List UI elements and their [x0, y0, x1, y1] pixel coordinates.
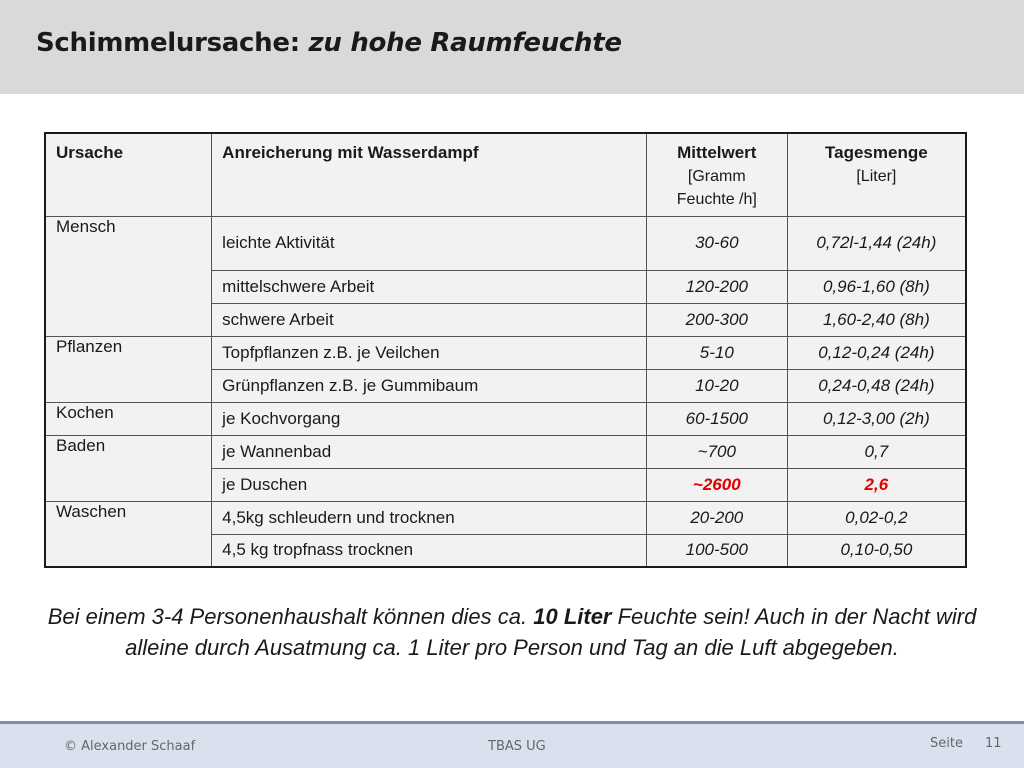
- daily-cell: 0,12-3,00 (2h): [787, 402, 966, 435]
- activity-cell: schwere Arbeit: [212, 303, 647, 336]
- footer-page-label: Seite: [930, 736, 963, 751]
- mean-cell: 20-200: [646, 501, 787, 534]
- daily-cell: 0,02-0,2: [787, 501, 966, 534]
- header-daily-label: Tagesmenge: [825, 143, 928, 162]
- mean-cell: 200-300: [646, 303, 787, 336]
- footer-org: TBAS UG: [488, 739, 546, 754]
- table-row: [45, 501, 966, 534]
- mean-cell: 5-10: [646, 336, 787, 369]
- activity-cell: Grünpflanzen z.B. je Gummibaum: [212, 369, 647, 402]
- cause-cell: Waschen: [45, 501, 212, 567]
- mean-cell: 100-500: [646, 534, 787, 567]
- daily-cell: 0,72l-1,44 (24h): [787, 216, 966, 270]
- activity-cell: 4,5kg schleudern und trocknen: [212, 501, 647, 534]
- header-daily: [787, 133, 966, 216]
- mean-cell: 60-1500: [646, 402, 787, 435]
- header-mean-unit-1: [Gramm: [687, 168, 746, 185]
- note-text-2: Feuchte sein! Auch in der Nacht wird alleine durch Ausatmung ca. 1 Liter pro Person und Tag an die Luft abgegeben.: [125, 604, 977, 660]
- slide-title: [36, 28, 622, 58]
- mean-cell: 120-200: [646, 270, 787, 303]
- header-enrichment: Anreicherung mit Wasserdampf: [212, 133, 647, 216]
- mean-cell-highlight: ~2600: [646, 468, 787, 501]
- title-bar: [0, 0, 1024, 94]
- header-mean-label: Mittelwert: [677, 143, 757, 162]
- daily-cell: 0,7: [787, 435, 966, 468]
- summary-note: [30, 601, 994, 663]
- table-row: [45, 435, 966, 468]
- note-text-1: Bei einem 3-4 Personenhaushalt können dies ca.: [47, 604, 534, 629]
- cause-cell: Kochen: [45, 402, 212, 435]
- cause-cell: Pflanzen: [45, 336, 212, 402]
- note-bold: 10 Liter: [533, 604, 612, 629]
- daily-cell-highlight: 2,6: [787, 468, 966, 501]
- footer-page-number: 11: [985, 736, 1002, 751]
- mean-cell: 10-20: [646, 369, 787, 402]
- activity-cell: Topfpflanzen z.B. je Veilchen: [212, 336, 647, 369]
- activity-cell: je Wannenbad: [212, 435, 647, 468]
- table-header-row: [45, 133, 966, 216]
- daily-cell: 0,10-0,50: [787, 534, 966, 567]
- activity-cell: leichte Aktivität: [212, 216, 647, 270]
- header-mean: [646, 133, 787, 216]
- footer: [0, 721, 1024, 768]
- table-row: [45, 402, 966, 435]
- daily-cell: 0,24-0,48 (24h): [787, 369, 966, 402]
- title-italic: zu hohe Raumfeuchte: [308, 28, 622, 58]
- activity-cell: 4,5 kg tropfnass trocknen: [212, 534, 647, 567]
- humidity-table: [44, 132, 967, 568]
- cause-cell: Baden: [45, 435, 212, 501]
- footer-author: © Alexander Schaaf: [64, 739, 196, 754]
- daily-cell: 0,12-0,24 (24h): [787, 336, 966, 369]
- header-daily-unit: [Liter]: [856, 168, 897, 185]
- daily-cell: 0,96-1,60 (8h): [787, 270, 966, 303]
- mean-cell: ~700: [646, 435, 787, 468]
- mean-cell: 30-60: [646, 216, 787, 270]
- activity-cell: je Kochvorgang: [212, 402, 647, 435]
- cause-cell: Mensch: [45, 216, 212, 336]
- header-cause: Ursache: [45, 133, 212, 216]
- table-row: [45, 216, 966, 270]
- table-row: [45, 336, 966, 369]
- activity-cell: je Duschen: [212, 468, 647, 501]
- header-mean-unit-2: Feuchte /h]: [676, 191, 757, 208]
- title-main: Schimmelursache:: [36, 28, 309, 58]
- activity-cell: mittelschwere Arbeit: [212, 270, 647, 303]
- daily-cell: 1,60-2,40 (8h): [787, 303, 966, 336]
